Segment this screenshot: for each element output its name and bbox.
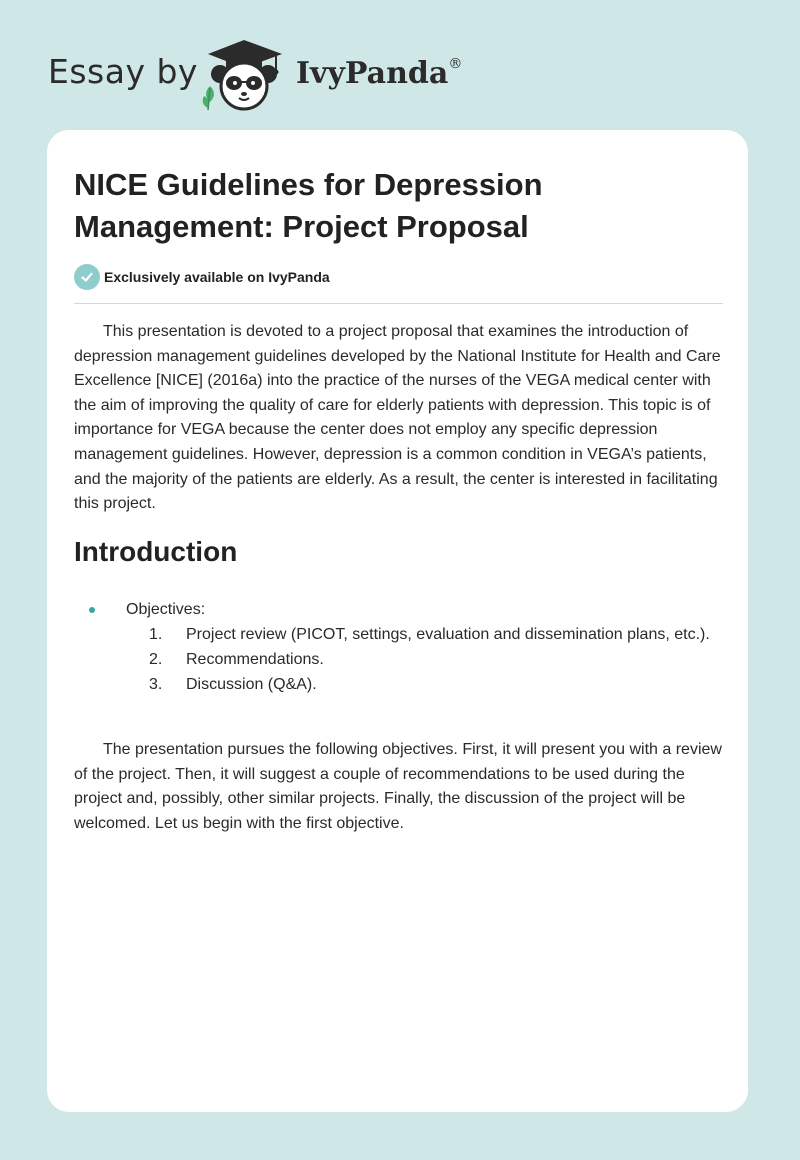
- closing-paragraph: The presentation pursues the following objectives. First, it will present you with a review of the project. Then, it will suggest a couple of recommendations to be used during the project and, possibly, other similar projects. Finally, the discussion of the project will be welcomed. Let us begin with the first objective.: [74, 741, 722, 832]
- intro-paragraph: This presentation is devoted to a project proposal that examines the introduction of depression management guidelines developed by the National Institute for Health and Care Excellence [NICE] (2016a) into the practice of the nurses of the VEGA medical center with the aim of improving the quality of care for elderly patients with depression. This topic is of importance for VEGA because the center does not employ any specific depression management guidelines. However, depression is a common condition in VEGA’s patients, and the majority of the patients are elderly. As a result, the center is interested in facilitating this project.: [74, 323, 721, 513]
- site-header: [0, 0, 800, 130]
- list-number: 1.: [149, 626, 163, 643]
- objectives-label: Objectives:: [126, 601, 206, 618]
- list-item: [126, 647, 722, 672]
- list-number: 2.: [149, 651, 163, 668]
- section-heading-introduction: Introduction: [74, 536, 238, 567]
- list-number: 3.: [149, 676, 163, 693]
- objectives-numbered-list: [126, 622, 722, 697]
- brand-name[interactable]: IvyPanda®: [296, 56, 463, 91]
- article-card: [47, 130, 748, 1112]
- list-item: [74, 597, 722, 697]
- panda-graduate-icon[interactable]: [196, 36, 292, 112]
- list-item-text: Discussion (Q&A).: [186, 676, 317, 693]
- list-item: [126, 622, 722, 647]
- list-item: [126, 672, 722, 697]
- bullet-icon: [89, 607, 95, 613]
- check-icon: [74, 264, 100, 290]
- page-title: NICE Guidelines for Depression Management: Project Proposal: [74, 167, 543, 244]
- list-item-text: Recommendations.: [186, 651, 324, 668]
- essay-by-label: Essay by: [48, 52, 198, 91]
- registered-mark: ®: [448, 56, 463, 72]
- exclusive-badge: [74, 264, 330, 290]
- objectives-list: [74, 597, 722, 697]
- exclusive-label: Exclusively available on IvyPanda: [104, 269, 330, 285]
- divider: [74, 303, 723, 304]
- list-item-text: Project review (PICOT, settings, evaluation and dissemination plans, etc.).: [186, 626, 710, 643]
